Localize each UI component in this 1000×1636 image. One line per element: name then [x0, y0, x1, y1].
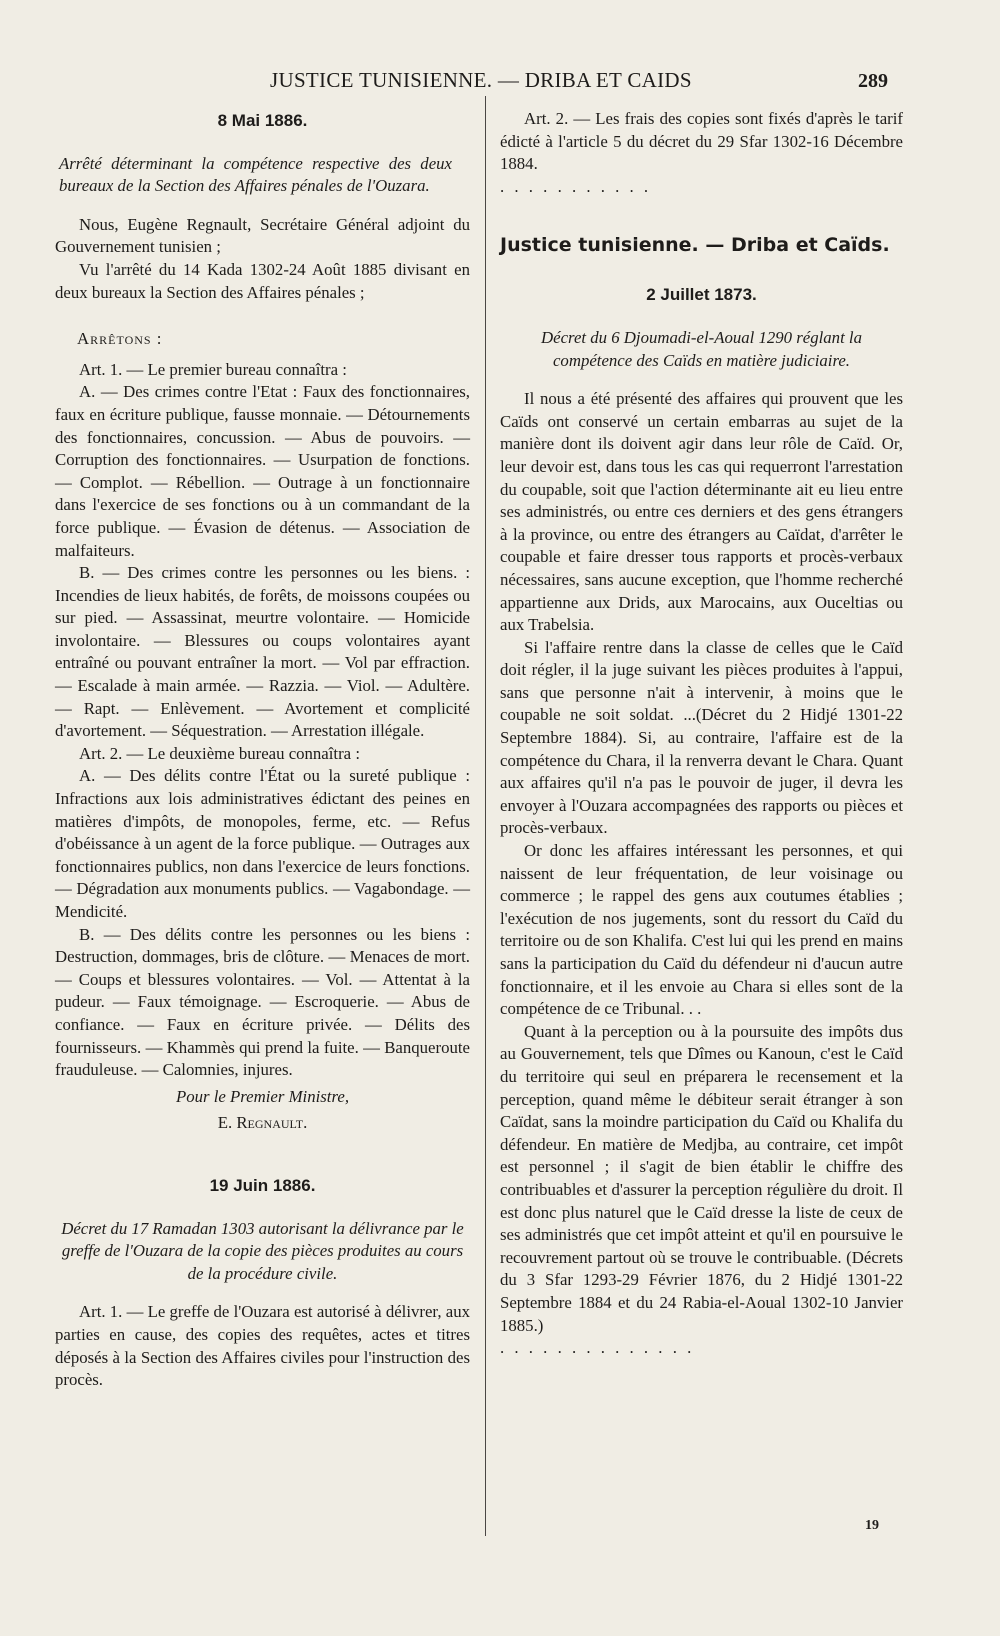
article: Art. 1. — Le premier bureau connaîtra : — [79, 359, 347, 379]
ellipsis-dots: . . . . . . . . . . . — [500, 176, 652, 196]
date-heading: 19 Juin 1886. — [209, 1175, 316, 1195]
article: Art. 1. — Le greffe de l'Ouzara est autorisé à délivrer, aux parties en cause, des copies des requêtes, actes et titres déposés à la Section des Affaires civiles pour l'instruction des procès. — [55, 1302, 470, 1390]
page-number: 289 — [858, 70, 888, 92]
signature-mark: 19 — [865, 1518, 879, 1533]
paragraph: Quant à la perception ou à la poursuite des impôts dus au Gouvernement, tels que Dîmes ou Kanoun, c'est le Caïd du territoire qui seul en préparera le recensement et la perception, quand même le débiteur serait étranger à son Caïdat, sans la moindre participation du Caïd ou Khalifa du défendeur. En matière de Medjba, au contraire, cet impôt est personnel ; il s'agit de bien établir le chiffre des contribuables et d'assurer la perception régulière du droit. Il est donc plus naturel que le Caïd dresse la liste de ceux de ses administrés que cet impôt atteint et qu'il en poursuive le recouvrement partout où se trouve le contribuable. (Décrets du 3 Sfar 1293-29 Février 1876, du 2 Hidjé 1301-22 Septembre 1884 et du 24 Rabia-el-Aoual 1302-10 Janvier 1885.) — [500, 1021, 903, 1335]
article-section: A. — Des crimes contre l'Etat : Faux des fonctionnaires, faux en écriture publique, fausse monnaie. — Détournements des fonctionnaires, concussion. — Abus de pouvoirs. — Corruption des fonctionnaires. — Usurpation de fonctions. — Complot. — Rébellion. — Outrage à un fonctionnaire dans l'exercice de ses fonctions ou à un commandant de la force publique. — Évasion de détenus. — Association de malfaiteurs. — [55, 382, 470, 560]
ellipsis-dots: . . . . . . . . . . . . . . — [500, 1338, 695, 1358]
paragraph: Il nous a été présenté des affaires qui prouvent que les Caïds ont conservé un certain embarras au sujet de la manière dont ils doivent agir dans leur rôle de Caïd. Or, leur devoir est, dans tous les cas qui requerront l'arrestation du coupable, soit que l'action déterminante ait eu lieu entre ses administrés, ou entre ces derniers et des gens étrangers à la province, ou entre des étrangers au Caïdat, d'arrêter le coupable et faire dresser tous rapports et procès-verbaux nécessaires, sans aucune exception, que l'homme recherché appartienne aux Drids, aux Marocains, aux Ouceltias ou aux Trabelsia. — [500, 389, 903, 635]
arretons-heading: Arrêtons : — [77, 329, 163, 349]
date-heading: 2 Juillet 1873. — [646, 285, 757, 305]
left-column — [55, 108, 470, 1392]
date-heading: 8 Mai 1886. — [217, 111, 308, 130]
signature-for: Pour le Premier Ministre, — [175, 1086, 350, 1106]
section-title: Justice tunisienne. — Driba et Caïds. — [500, 234, 890, 257]
running-title: JUSTICE TUNISIENNE. — DRIBA ET CAIDS — [270, 68, 692, 92]
decree-summary: Décret du 6 Djoumadi-el-Aoual 1290 réglant la compétence des Caïds en matière judiciaire. — [541, 327, 862, 370]
paragraph: Vu l'arrêté du 14 Kada 1302-24 Août 1885 divisant en deux bureaux la Section des Affaires pénales ; — [55, 259, 470, 302]
signature-name: E. Regnault. — [217, 1113, 308, 1133]
article-section: A. — Des délits contre l'État ou la sureté publique : Infractions aux lois administratives édictant des peines en matières d'impôts, de monopoles, ferme, etc. — Refus d'obéissance à un agent de la force publique. — Outrages aux fonctionnaires publics, non dans l'exercice de leurs fonctions. — Dégradation aux monuments publics. — Vagabondage. — Mendicité. — [55, 766, 470, 921]
column-divider — [485, 96, 486, 1536]
decree-summary: Décret du 17 Ramadan 1303 autorisant la délivrance par le greffe de l'Ouzara de la copie des pièces produites au cours de la procédure civile. — [61, 1218, 464, 1283]
paragraph: Nous, Eugène Regnault, Secrétaire Général adjoint du Gouvernement tunisien ; — [55, 214, 470, 257]
article: Art. 2. — Les frais des copies sont fixés d'après le tarif édicté à l'article 5 du décret du 29 Sfar 1302-16 Décembre 1884. — [500, 109, 903, 174]
article-section: B. — Des délits contre les personnes ou les biens : Destruction, dommages, bris de clôture. — Menaces de mort. — Coups et blessures volontaires. — Vol. — Attentat à la pudeur. — Faux témoignage. — Escroquerie. — Abus de confiance. — Faux en écriture privée. — Délits des fournisseurs. — Khammès qui prend la fuite. — Banqueroute frauduleuse. — Calomnies, injures. — [55, 924, 470, 1080]
article: Art. 2. — Le deuxième bureau connaîtra : — [79, 743, 360, 763]
decree-summary: Arrêté déterminant la compétence respective des deux bureaux de la Section des Affaires pénales de l'Ouzara. — [59, 153, 452, 196]
article-section: B. — Des crimes contre les personnes ou les biens. : Incendies de lieux habités, de forêts, de moissons coupées ou sur pied. — Assassinat, meurtre volontaire. — Homicide involontaire. — Blessures ou coups volontaires ayant entraîné ou pouvant entraîner la mort. — Vol par effraction. — Escalade à main armée. — Razzia. — Viol. — Adultère. — Rapt. — Enlèvement. — Avortement et complicité d'avortement. — Séquestration. — Arrestation illégale. — [55, 563, 470, 741]
paragraph: Or donc les affaires intéressant les personnes, et qui naissent de leur fréquentation, de leur voisinage ou commerce ; le rappel des gens aux coutumes établies ; l'exécution de nos jugements, sont du ressort du Caïd du territoire ou de son Khalifa. C'est lui qui les prend en mains sans la participation du Caïd du défendeur ni d'aucun autre fonctionnaire, et il les envoie au Chara si elles sont de la compétence de ce Tribunal. . . — [500, 841, 903, 1019]
right-column — [500, 108, 903, 1360]
running-head — [0, 68, 1000, 100]
paragraph: Si l'affaire rentre dans la classe de celles que le Caïd doit régler, il la juge suivant les pièces produites à l'appui, sans que personne n'ait à intervenir, à moins que le coupable ne soit soldat. ...(Décret du 2 Hidjé 1301-22 Septembre 1884). Si, au contraire, l'affaire est de la compétence du Chara, il la renverra devant le Chara. Quant aux affaires qu'il n'a pas le pouvoir de juger, il devra les envoyer à l'Ouzara accompagnées des rapports ou pièces et procès-verbaux. — [500, 637, 903, 838]
